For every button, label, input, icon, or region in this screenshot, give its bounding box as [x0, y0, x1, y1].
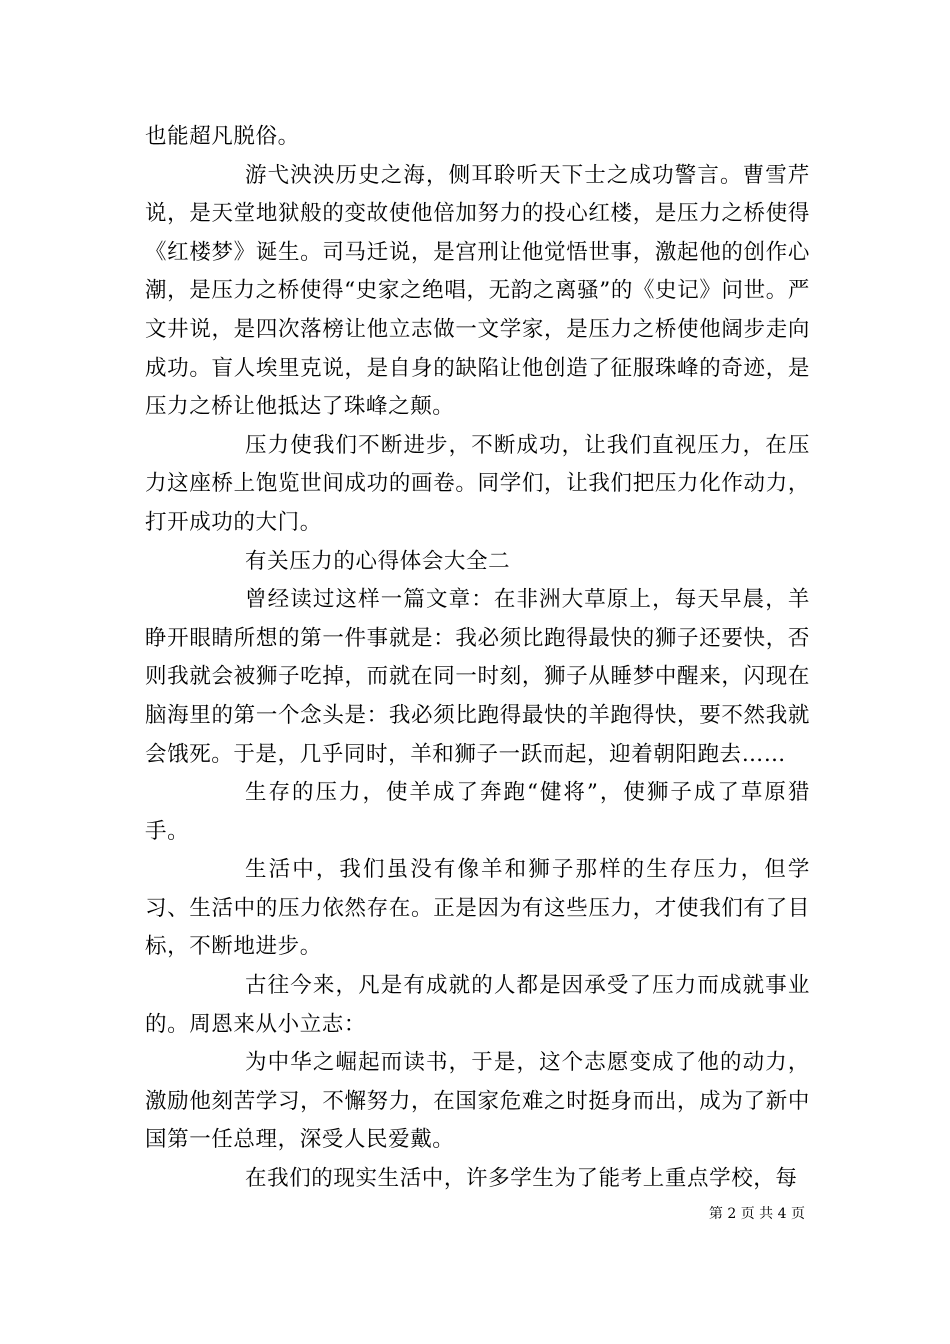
- document-body: [145, 118, 810, 1199]
- paragraph: 在我们的现实生活中，许多学生为了能考上重点学校，每: [245, 1166, 798, 1192]
- paragraph: 也能超凡脱俗。: [145, 124, 300, 149]
- paragraph: 游弋泱泱历史之海，侧耳聆听天下士之成功警言。曹雪芹说，是天堂地狱般的变故使他倍加努力的投心红楼，是压力之桥使得《红楼梦》诞生。司马迁说，是宫刑让他觉悟世事，激起他的创作心潮，是压力之桥使得“史家之绝唱，无韵之离骚”的《史记》问世。严文井说，是四次落榜让他立志做一文学家，是压力之桥使他阔步走向成功。盲人埃里克说，是自身的缺陷让他创造了征服珠峰的奇迹，是压力之桥让他抵达了珠峰之颠。: [145, 162, 810, 420]
- paragraph: 为中华之崛起而读书，于是，这个志愿变成了他的动力，激励他刻苦学习，不懈努力，在国家危难之时挺身而出，成为了新中国第一任总理，深受人民爱戴。: [145, 1050, 810, 1153]
- paragraph: 古往今来，凡是有成就的人都是因承受了压力而成就事业的。周恩来从小立志：: [145, 973, 810, 1037]
- page-number-footer: 第 2 页 共 4 页: [708, 1206, 805, 1222]
- paragraph: 生活中，我们虽没有像羊和狮子那样的生存压力，但学习、生活中的压力依然存在。正是因为有这些压力，才使我们有了目标，不断地进步。: [145, 857, 810, 960]
- paragraph: 压力使我们不断进步，不断成功，让我们直视压力，在压力这座桥上饱览世间成功的画卷。同学们，让我们把压力化作动力，打开成功的大门。: [145, 432, 810, 535]
- section-heading: 有关压力的心得体会大全二: [245, 548, 511, 574]
- paragraph: 曾经读过这样一篇文章：在非洲大草原上，每天早晨，羊睁开眼睛所想的第一件事就是：我必须比跑得最快的狮子还要快，否则我就会被狮子吃掉，而就在同一时刻，狮子从睡梦中醒来，闪现在脑海里的第一个念头是：我必须比跑得最快的羊跑得快，要不然我就会饿死。于是，几乎同时，羊和狮子一跃而起，迎着朝阳跑去……: [145, 587, 810, 767]
- paragraph: 生存的压力，使羊成了奔跑“健将”，使狮子成了草原猎手。: [145, 780, 810, 844]
